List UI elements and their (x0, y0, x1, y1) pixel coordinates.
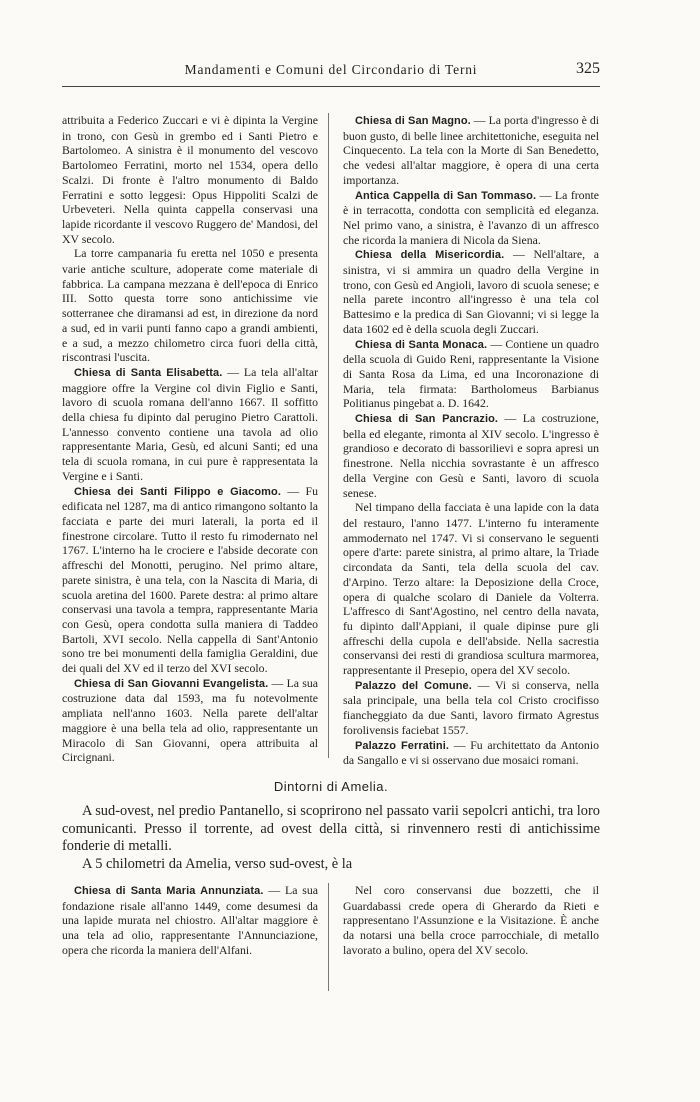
page-number: 325 (576, 60, 600, 77)
entry-heading: Palazzo del Comune. (355, 679, 472, 692)
section-title: Dintorni di Amelia. (273, 779, 389, 794)
paragraph: Chiesa di Santa Maria Annunziata. — La sua fondazione risale all'anno 1449, come desumesi da una lapide murata nel chiostro. All'altar maggiore è una tela ad olio, rappresentante l'Annunciazione, opera che ricorda la maniera dell'Alfani. (62, 883, 318, 957)
entry-heading: Chiesa della Misericordia. (355, 249, 505, 262)
paragraph: Chiesa di San Pancrazio. — La costruzione, bella ed elegante, rimonta al XIV secolo. L'ingresso è grandioso e decorato di bassorilievi e sopra apresi un finestrone. Nella nicchia sovrastante è un affresco della Vergine con Gesù e Santi, lavoro di scuola senese. (343, 411, 599, 500)
entry-heading: Antica Cappella di San Tommaso. (355, 189, 537, 202)
paragraph: Chiesa dei Santi Filippo e Giacomo. — Fu edificata nel 1287, ma di antico rimangono soltanto la facciata e parte dei muri laterali, la porta ed il finestrone circolare. Tutto il resto fu rimodernato nel 1767. L'interno ha le crociere e l'abside decorate con affreschi del Monotti, perugino. Nel primo altare, parete sinistra, è una tela, con la Nascita di Maria, di scuola aretina del 1600. Parete destra: al primo altare conservasi una tavola a tempra, rappresentante Maria con Gesù, opera condotta sulla maniera di Taddeo Bartoli, XVI secolo. Nella cappella di Sant'Antonio sono tre bei monumenti della famiglia Geraldini, due dei quali del XV ed il terzo del XVI secolo. (62, 483, 319, 676)
entry-heading: Chiesa di San Giovanni Evangelista. (74, 677, 269, 690)
paragraph: Chiesa di Santa Monaca. — Contiene un quadro della scuola di Guido Reni, rappresentante la Visione di Santa Rosa da Lima, ed una Incoronazione di Maria, tela firmata: Bartholomeus Barbianus Politianus pingebat a. D. 1642. (343, 336, 599, 411)
bottom-right-column (343, 883, 599, 958)
column-divider (328, 113, 329, 758)
entry-heading: Chiesa di Santa Elisabetta. (74, 366, 223, 379)
paragraph: Chiesa di Santa Elisabetta. — La tela all'altar maggiore offre la Vergine col divin Figlio e Santi, lavoro di scuola romana dell'anno 1667. Il soffitto della chiesa fu dipinto dal perugino Pietro Carattoli. L'annesso convento contiene una tavola ad olio rappresentante Maria, Gesù, ed alcuni Santi; ed una tela di scuola romana, in cui pure è rappresentata la Vergine e i Santi. (62, 364, 318, 483)
entry-heading: Chiesa di San Pancrazio. (355, 413, 499, 426)
right-column (343, 113, 599, 768)
paragraph: Chiesa della Misericordia. — Nell'altare, a sinistra, vi si ammira un quadro della Vergine in trono, con Gesù ed Angioli, lavoro di scuola senese; e nella parete incontro all'ingresso è una tela col Battesimo e la predica di San Giovanni; vi si legge la data 1602 ed è della scuola degli Zuccari. (343, 247, 599, 336)
running-title: Mandamenti e Comuni del Circondario di Terni (184, 62, 478, 77)
entry-heading: Palazzo Ferratini. (355, 739, 450, 752)
left-column (62, 113, 318, 765)
intro-text (62, 803, 600, 873)
paragraph: Nel timpano della facciata è una lapide con la data del restauro, l'anno 1477. L'interno fu interamente ammodernato nel 1747. Vi si conservano le seguenti opere d'arte: parete sinistra, al primo altare, la Triade circondata da Santi, tela della scuola del cav. d'Arpino. Terzo altare: la Deposizione della Croce, opera di qualche scolaro di Daniele da Volterra. L'affresco di Sant'Agostino, nel centro della navata, fu dipinto dall'Appiani, il quale dipinse pure gli affreschi della cupola e dell'abside. Nella sacrestia conservansi dei resti di grandiosa scultura marmorea, rappresentante il Presepio, opera del XV secolo. (343, 500, 599, 678)
paragraph: A 5 chilometri da Amelia, verso sud-ovest, è la (82, 855, 353, 872)
entry-heading: Chiesa dei Santi Filippo e Giacomo. (74, 485, 282, 498)
paragraph: Chiesa di San Giovanni Evangelista. — La sua costruzione data dal 1593, ma fu notevolmente ampliata nell'anno 1603. Nella parete dell'altar maggiore è una bella tela ad olio, rappresentante un Miracolo di San Giovanni, opera attribuita al Circignani. (62, 675, 318, 765)
paragraph: Antica Cappella di San Tommaso. — La fronte è in terracotta, condotta con semplicità ed eleganza. Nel primo vano, a sinistra, è l'avanzo di un affresco che ricorda la maniera di Nicola da Siena. (343, 187, 599, 247)
entry-heading: Chiesa di Santa Maria Annunziata. (74, 885, 264, 897)
paragraph: Nel coro conservansi due bozzetti, che il Guardabassi crede opera di Gherardo da Rieti e rappresentano l'Assunzione e la Visitazione. È anche da notarsi una bella croce parrocchiale, di metallo lavorato a bulino, opera del XV secolo. (343, 883, 599, 957)
paragraph: Palazzo del Comune. — Vi si conserva, nella sala principale, una bella tela col Cristo crocifisso fiancheggiato da due Santi, lavoro firmato Agrestus forolivensis faciebat 1557. (343, 677, 600, 737)
bottom-left-column (62, 883, 318, 958)
running-header (62, 62, 600, 82)
paragraph: La torre campanaria fu eretta nel 1050 e presenta varie antiche sculture, adoperate come materiale di fabbrica. La campana mezzana è dell'epoca di Enrico III. Sotto questa torre sono antichissime vie sotterranee che diramansi ad est, in direzione da nord a sud, ed in varii punti fanno capo a grandi ambienti, e a sud, a mezzo chilometro circa fuori della città, riscontrasi l'uscita. (62, 246, 318, 365)
entry-heading: Chiesa di Santa Monaca. (355, 338, 488, 351)
header-rule (62, 86, 600, 87)
paragraph: A sud-ovest, nel predio Pantanello, si scoprirono nel passato varii sepolcri antichi, tra loro comunicanti. Presso il torrente, ad ovest della città, si rinvennero resti di antichissime fonderie di metalli. (62, 803, 600, 854)
paragraph: attribuita a Federico Zuccari e vi è dipinta la Vergine in trono, con Gesù in grembo ed i Santi Pietro e Bartolomeo. A sinistra è il monumento del vescovo Bartolomeo Ferratini, morto nel 1534, opera dello Scalzi. Di fronte è l'altro monumento di Baldo Ferratini e sotto leggesi: Opus Hippoliti Scalzi de Urbeveteri. Nella quinta cappella conservasi una lapide ricordante il vescovo Ruggero de' Mandosi, del XV secolo. (62, 113, 318, 246)
paragraph: Palazzo Ferratini. — Fu architettato da Antonio da Sangallo e vi si osservano due mosaici romani. (343, 737, 599, 768)
column-divider (328, 883, 329, 991)
entry-heading: Chiesa di San Magno. (355, 115, 471, 127)
paragraph: Chiesa di San Magno. — La porta d'ingresso è di buon gusto, di belle linee architettoniche, eseguita nel Cinquecento. La tela con la Morte di San Benedetto, che vedesi all'altar maggiore, è opera di una certa importanza. (343, 113, 599, 187)
